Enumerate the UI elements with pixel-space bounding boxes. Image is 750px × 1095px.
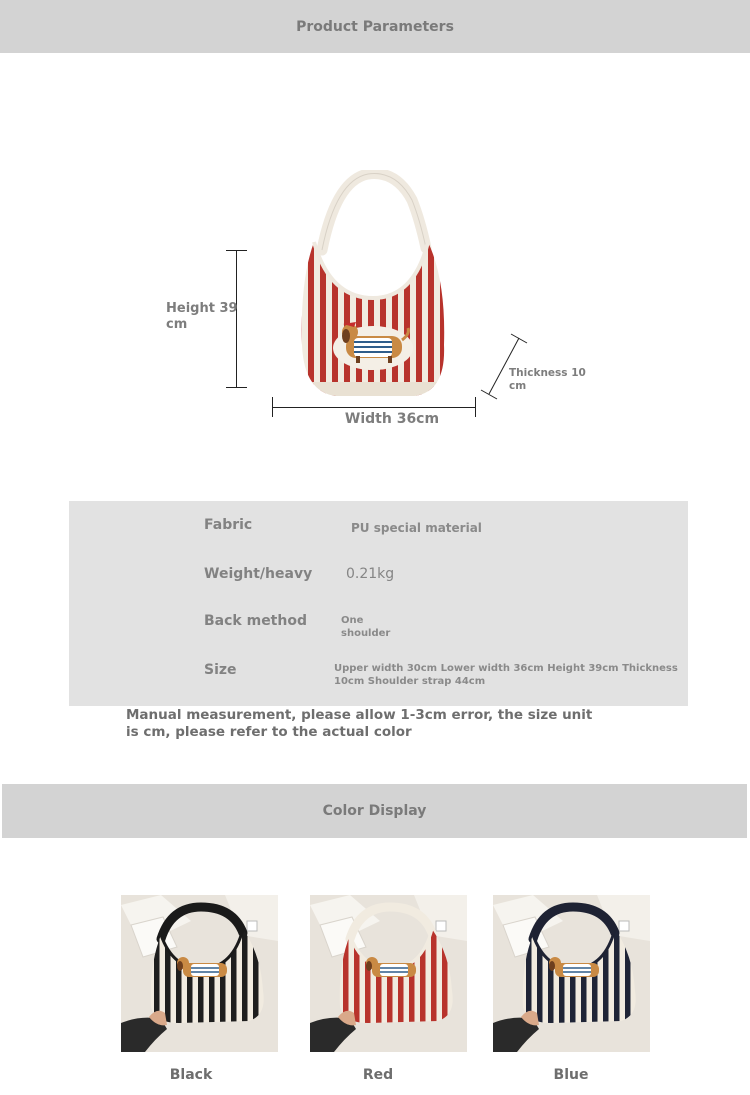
width-tick-right: [475, 397, 476, 417]
width-label: Width 36cm: [344, 411, 440, 427]
height-label: Height 39 cm: [166, 301, 238, 332]
back-method-label: Back method: [204, 613, 307, 629]
fabric-value: PU special material: [351, 521, 482, 535]
weight-value: 0.21kg: [346, 566, 395, 582]
size-value: Upper width 30cm Lower width 36cm Height 39cm Thickness 10cm Shoulder strap 44cm: [334, 663, 678, 687]
size-label: Size: [204, 662, 237, 678]
thickness-label: Thickness 10 cm: [509, 367, 586, 392]
height-tick-top: [226, 250, 247, 251]
color-label-red: Red: [362, 1067, 394, 1083]
color-photo-black[interactable]: [121, 895, 278, 1052]
color-display-title: Color Display: [322, 803, 427, 819]
weight-label: Weight/heavy: [204, 566, 313, 582]
color-photo-blue[interactable]: [493, 895, 650, 1052]
spec-panel: [69, 501, 688, 706]
fabric-label: Fabric: [204, 517, 253, 533]
hero-bag-image: [296, 170, 450, 398]
height-tick-bottom: [226, 387, 247, 388]
color-display-banner: [2, 784, 747, 838]
width-tick-left: [272, 397, 273, 417]
product-parameters-title: Product Parameters: [296, 18, 454, 35]
color-label-black: Black: [169, 1067, 213, 1083]
width-line: [273, 407, 475, 408]
color-label-blue: Blue: [553, 1067, 589, 1083]
product-parameters-banner: [0, 0, 750, 53]
measurement-note: Manual measurement, please allow 1-3cm error, the size unit is cm, please refer to the actual color: [126, 707, 593, 740]
back-method-value: One shoulder: [341, 615, 391, 639]
color-photo-red[interactable]: [310, 895, 467, 1052]
